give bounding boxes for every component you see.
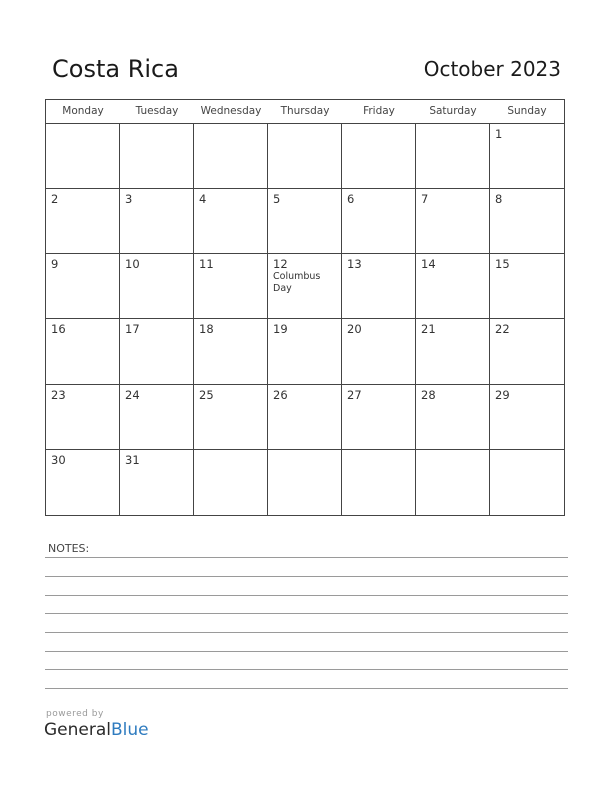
day-cell <box>120 189 194 254</box>
day-number: 21 <box>421 322 436 337</box>
day-cell <box>342 319 416 384</box>
day-cell <box>120 254 194 319</box>
day-cell <box>490 124 564 189</box>
day-number: 2 <box>51 192 59 207</box>
day-number: 28 <box>421 387 436 402</box>
day-cell <box>46 189 120 254</box>
day-number: 29 <box>495 387 510 402</box>
country-title: Costa Rica <box>52 55 179 83</box>
weekday-label: Friday <box>363 105 395 117</box>
day-cell <box>194 189 268 254</box>
day-cell <box>416 319 490 384</box>
day-number: 14 <box>421 257 436 272</box>
note-line <box>45 576 568 577</box>
brand-logo <box>44 720 149 740</box>
day-number: 27 <box>347 387 362 402</box>
day-cell <box>490 319 564 384</box>
day-cell <box>194 124 268 189</box>
day-number: 25 <box>199 387 214 402</box>
day-cell <box>342 254 416 319</box>
day-cell <box>194 319 268 384</box>
day-cell <box>46 319 120 384</box>
day-cell <box>490 450 564 515</box>
day-number: 22 <box>495 322 510 337</box>
weekday-label: Saturday <box>429 105 477 117</box>
day-number: 13 <box>347 257 362 272</box>
day-cell <box>120 124 194 189</box>
day-number: 3 <box>125 192 133 207</box>
day-number: 6 <box>347 192 355 207</box>
brand-name-general: General <box>44 720 111 740</box>
day-number: 5 <box>273 192 281 207</box>
day-cell <box>268 254 342 319</box>
day-cell <box>46 124 120 189</box>
day-cell <box>342 124 416 189</box>
day-cell <box>416 254 490 319</box>
day-cell <box>268 319 342 384</box>
day-number: 17 <box>125 322 140 337</box>
day-cell <box>268 189 342 254</box>
day-number: 31 <box>125 452 140 467</box>
day-number: 15 <box>495 257 510 272</box>
weekday-label: Monday <box>62 105 104 117</box>
day-number: 30 <box>51 452 66 467</box>
day-cell <box>416 189 490 254</box>
note-line <box>45 632 568 633</box>
notes-label: NOTES: <box>48 542 90 555</box>
day-number: 8 <box>495 192 503 207</box>
day-number: 1 <box>495 127 503 141</box>
day-cell <box>416 450 490 515</box>
day-number: 11 <box>199 257 214 272</box>
day-cell <box>490 189 564 254</box>
day-cell <box>194 254 268 319</box>
calendar-grid <box>45 99 565 516</box>
day-number: 12 <box>273 257 288 272</box>
holiday-label: Columbus Day <box>273 271 321 295</box>
day-number: 18 <box>199 322 214 337</box>
weekday-label: Sunday <box>507 105 547 117</box>
note-line <box>45 595 568 596</box>
day-number: 23 <box>51 387 66 402</box>
day-cell <box>194 385 268 450</box>
calendar-days <box>46 124 564 515</box>
day-cell <box>416 124 490 189</box>
day-number: 24 <box>125 387 140 402</box>
note-line <box>45 669 568 670</box>
day-cell <box>268 450 342 515</box>
day-number: 7 <box>421 192 429 207</box>
day-cell <box>46 385 120 450</box>
weekday-header-row <box>46 100 564 124</box>
powered-by-text: powered by <box>46 709 104 719</box>
day-cell <box>120 450 194 515</box>
day-number: 26 <box>273 387 288 402</box>
note-line <box>45 613 568 614</box>
day-cell <box>342 385 416 450</box>
month-year-title: October 2023 <box>423 57 561 81</box>
day-number: 9 <box>51 257 59 272</box>
day-number: 10 <box>125 257 140 272</box>
day-cell <box>194 450 268 515</box>
weekday-label: Tuesday <box>135 105 179 117</box>
day-number: 4 <box>199 192 207 207</box>
brand-name-blue: Blue <box>111 720 149 740</box>
day-cell <box>46 450 120 515</box>
day-number: 16 <box>51 322 66 337</box>
day-number: 20 <box>347 322 362 337</box>
day-cell <box>120 319 194 384</box>
day-cell <box>268 124 342 189</box>
day-cell <box>490 254 564 319</box>
day-cell <box>416 385 490 450</box>
day-number: 19 <box>273 322 288 337</box>
note-line <box>45 688 568 689</box>
day-cell <box>342 189 416 254</box>
day-cell <box>46 254 120 319</box>
note-line <box>45 557 568 558</box>
day-cell <box>120 385 194 450</box>
day-cell <box>490 385 564 450</box>
day-cell <box>268 385 342 450</box>
weekday-label: Wednesday <box>200 105 262 117</box>
day-cell <box>342 450 416 515</box>
weekday-label: Thursday <box>280 105 330 117</box>
note-line <box>45 651 568 652</box>
